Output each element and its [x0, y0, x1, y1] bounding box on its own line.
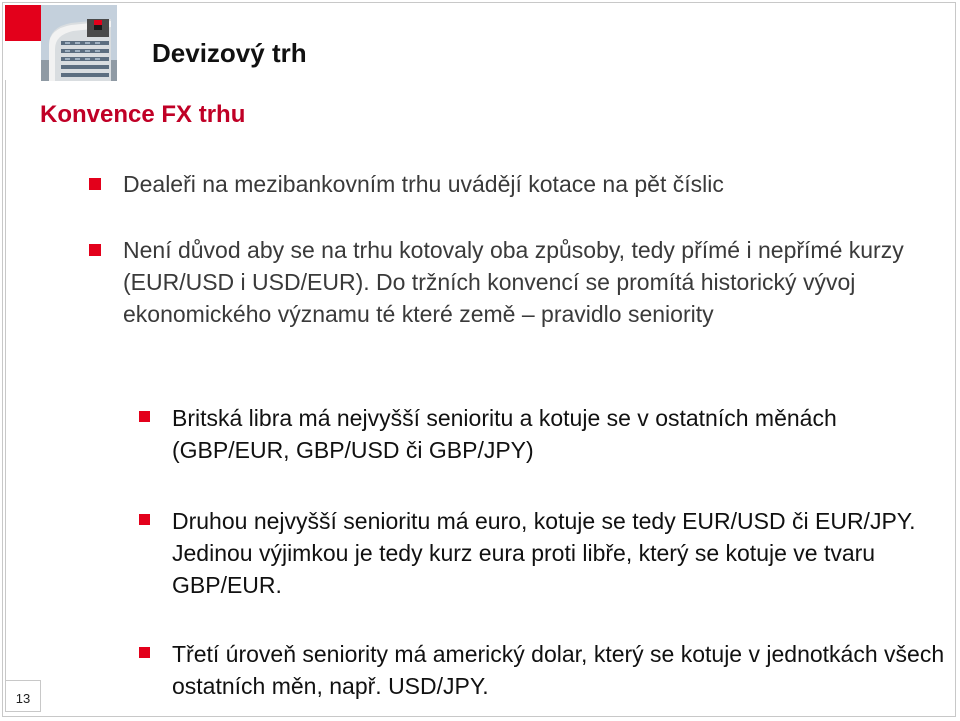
page-title: Devizový trh	[152, 38, 307, 68]
section-subtitle: Konvence FX trhu	[40, 101, 246, 128]
sub-bullet-item: Druhou nejvyšší senioritu má euro, kotuje se tedy EUR/USD či EUR/JPY. Jedinou výjimkou je tedy kurz eura proti libře, který se kotuje ve tvaru GBP/EUR.	[172, 505, 952, 601]
sub-bullet-item: Třetí úroveň seniority má americký dolar, který se kotuje v jednotkách všech ostatních měn, např. USD/JPY.	[172, 638, 952, 702]
brand-red-square	[5, 5, 41, 41]
bullet-item: Není důvod aby se na trhu kotovaly oba způsoby, tedy přímé i nepřímé kurzy (EUR/USD i USD/EUR). Do tržních konvencí se promítá historický vývoj ekonomického významu té které země – pravidlo seniority	[123, 234, 913, 330]
sub-bullet-item: Britská libra má nejvyšší senioritu a kotuje se v ostatních měnách (GBP/EUR, GBP/USD či GBP/JPY)	[172, 402, 952, 466]
page-number: 13	[5, 680, 41, 712]
kb-building-logo	[41, 5, 117, 81]
building-photo-icon	[41, 5, 117, 81]
bullet-item: Dealeři na mezibankovním trhu uvádějí kotace na pět číslic	[123, 168, 913, 200]
left-divider	[5, 80, 6, 712]
